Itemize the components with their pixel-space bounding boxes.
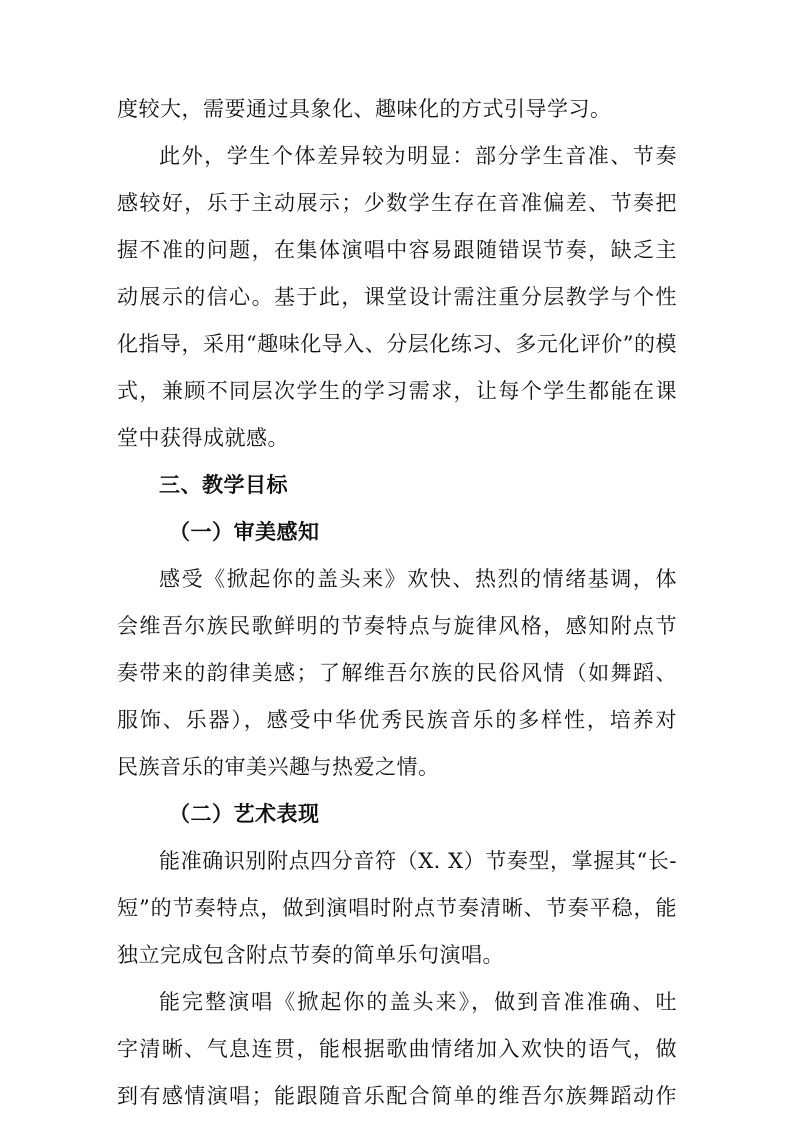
paragraph-line: 民族音乐的审美兴趣与热爱之情。 [117,755,440,779]
paragraph-line: 奏带来的韵律美感；了解维吾尔族的民俗风情（如舞蹈、 [117,661,677,685]
paragraph-line: 式，兼顾不同层次学生的学习需求，让每个学生都能在课 [117,379,677,403]
paragraph-line: 能完整演唱《掀起你的盖头来》，做到音准准确、吐 [159,990,677,1014]
subsection-heading: （二）艺术表现 [169,801,320,826]
paragraph-line: 握不准的问题，在集体演唱中容易跟随错误节奏，缺乏主 [117,238,677,262]
paragraph-line: 感较好，乐于主动展示；少数学生存在音准偏差、节奏把 [117,191,677,215]
paragraph-line: 字清晰、气息连贯，能根据歌曲情绪加入欢快的语气，做 [117,1037,677,1061]
paragraph-line: 会维吾尔族民歌鲜明的节奏特点与旋律风格，感知附点节 [117,614,677,638]
paragraph-line: 化指导，采用“趣味化导入、分层化练习、多元化评价”的模 [117,332,677,356]
paragraph-line: 感受《掀起你的盖头来》欢快、热烈的情绪基调，体 [159,567,677,591]
paragraph-line: 能准确识别附点四分音符（X. X）节奏型，掌握其“长- [159,849,677,873]
paragraph-line: 短”的节奏特点，做到演唱时附点节奏清晰、节奏平稳，能 [117,896,677,920]
paragraph-line: 独立完成包含附点节奏的简单乐句演唱。 [117,943,504,967]
subsection-heading: （一）审美感知 [169,519,320,544]
paragraph-line: 到有感情演唱；能跟随音乐配合简单的维吾尔族舞蹈动作 [117,1084,677,1108]
paragraph-line: 度较大，需要通过具象化、趣味化的方式引导学习。 [117,97,612,121]
paragraph-line: 动展示的信心。基于此，课堂设计需注重分层教学与个性 [117,285,677,309]
section-heading: 三、教学目标 [159,472,288,497]
paragraph-line: 此外，学生个体差异较为明显：部分学生音准、节奏 [159,144,677,168]
document-page [117,92,677,1113]
paragraph-line: 服饰、乐器），感受中华优秀民族音乐的多样性，培养对 [117,708,677,732]
paragraph-line: 堂中获得成就感。 [117,426,289,450]
